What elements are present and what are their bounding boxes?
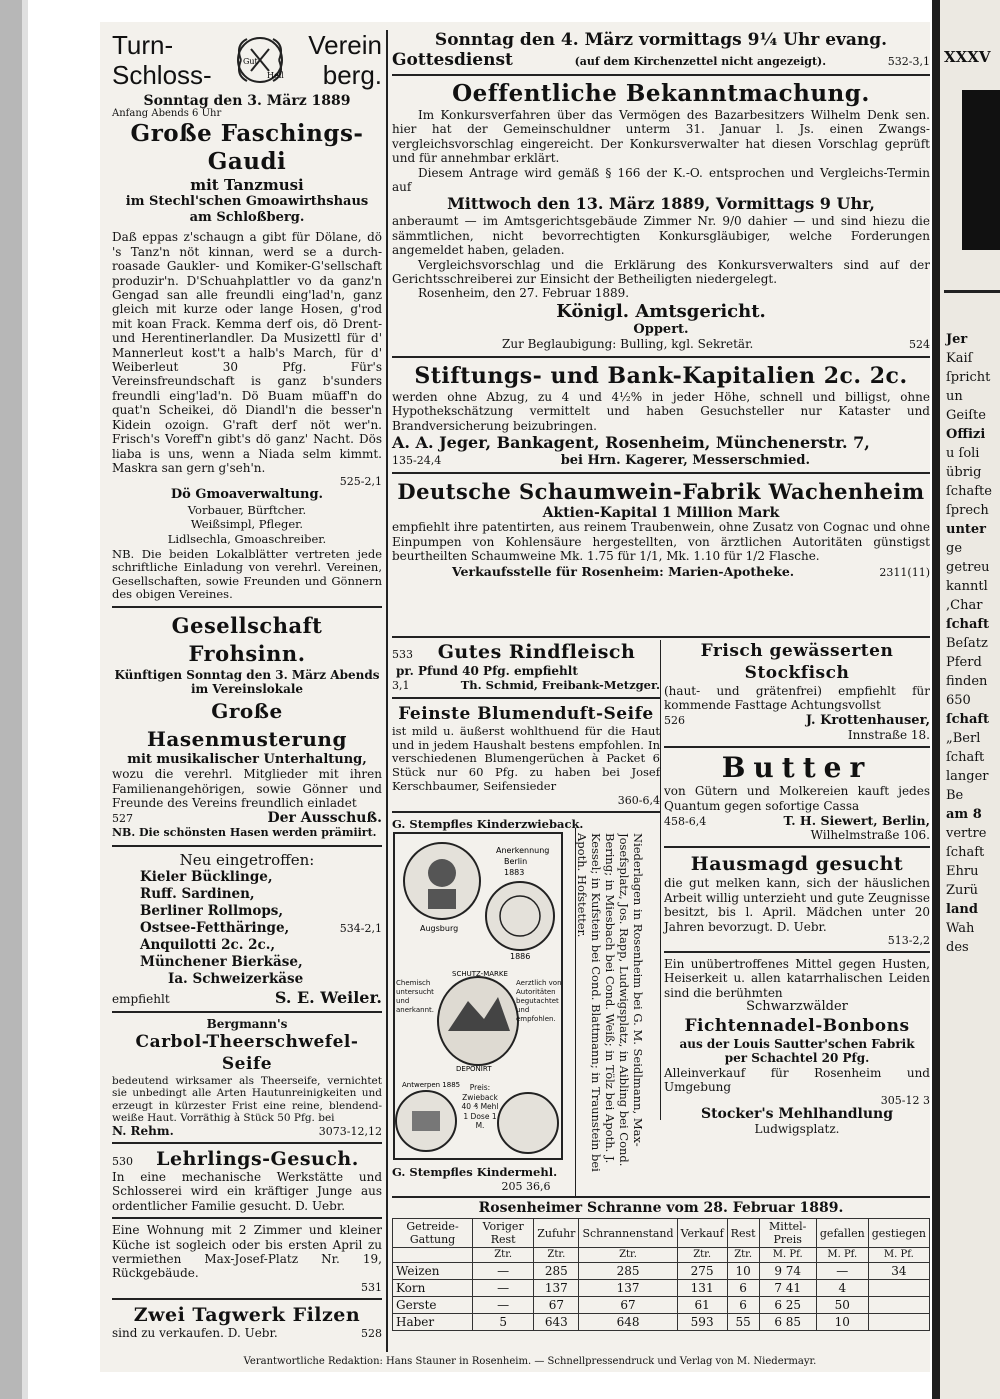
filzen-body: sind zu verkaufen. D. Uebr. [112, 1325, 278, 1340]
schranne-cell: 10 [816, 1314, 868, 1331]
schranne-header: Voriger Rest [473, 1219, 534, 1248]
next-page-line: Kaiſ [946, 351, 973, 366]
schranne-unit-row [393, 1248, 930, 1263]
frohsinn-title: Gesellschaft Frohsinn. [171, 612, 323, 666]
carbol-code: 3073-12,12 [318, 1125, 382, 1138]
divider [112, 606, 382, 608]
schranne-cell: 593 [677, 1314, 727, 1331]
ad-lehrling [112, 1148, 382, 1213]
next-page-line: „Berl [946, 731, 981, 746]
weiler-item: Kieler Bücklinge, [140, 868, 273, 885]
ad-wohnung [112, 1223, 382, 1294]
zwieback-medal-graphic [392, 831, 564, 1161]
schranne-cell: 6 [727, 1297, 759, 1314]
carbol-row [112, 1124, 382, 1138]
schranne-header: Rest [727, 1219, 759, 1248]
turnverein-headline: Große Faschings-Gaudi [130, 120, 364, 176]
medal-text-preis-content: Preis: Zwieback 40 ₰ Mehl 1 Dose 1 M. [461, 1083, 499, 1131]
next-page-line: ſpricht [946, 370, 991, 385]
schranne-cell [759, 1280, 816, 1297]
schranne-cell [759, 1314, 816, 1331]
frohsinn-headline: Große Hasenmusterung [147, 698, 347, 751]
weiler-row [112, 920, 382, 937]
bonbons-body2: Alleinverkauf für Rosenheim und Umgebung [664, 1065, 930, 1094]
ad-bonbons [664, 957, 930, 1136]
next-page-line: ge [946, 541, 963, 556]
schranne-cell: 67 [534, 1297, 579, 1314]
schranne-title: Rosenheimer Schranne vom 28. Februar 1889. [478, 1200, 844, 1216]
next-page-rule [944, 290, 1000, 293]
bonbons-seller: Stocker's Mehlhandlung [700, 1106, 894, 1123]
rindfleisch-title: Gutes Rindfleisch [437, 641, 636, 663]
zwieback-code: 205 36,6 [501, 1179, 551, 1193]
divider [664, 846, 930, 848]
schranne-header: Schrannenstand [579, 1219, 677, 1248]
left-column [112, 30, 382, 1340]
price-mark: 9 [774, 1264, 782, 1278]
next-page-line: Beſatz [946, 636, 988, 651]
bekanntmachung-body1: Im Konkursverfahren über das Vermögen des Bazarbesitzers Wilhelm Denk sen. hier hat der Gemeinschuldner unterm 31. Januar l. Js. einen Zwangs-vergleichsvorschlag eingereicht. Der Konkursverwalter hat diesen Vorschlag geprüft und für annehmbar erklärt. [392, 108, 930, 166]
schranne-cell: 55 [727, 1314, 759, 1331]
butter-title: Butter [721, 751, 873, 785]
divider [112, 1011, 382, 1013]
scan-left-margin-edge [22, 0, 28, 1399]
gottesdienst-row [392, 50, 930, 70]
seife-body: ist mild u. äußerst wohlthuend für die Haut und in jedem Haushalt bestens empfohlen. In verschiedenen Blumengerüchen à Packet 6 Stück nur 60 Pfg. zu haben bei Josef Kerschbaumer, Seifensieder [392, 723, 660, 793]
frohsinn-body: wozu die verehrl. Mitglieder mit ihren Familienangehörigen, sowie Gönner und Freunde des Vereins freundlich einladet [112, 767, 382, 810]
zwieback-vertical: Niederlagen in Rosenheim bei G. M. Seidlmann, Max-Josefsplatz, Jos. Rapp, Ludwigsplatz, in Aibling bei Cond. Bering; in Miesbach bei Cond. Weiß; in Tölz bei Apoth. J. Kessel; in Kufstein bei Cond. Blattmann; in Traunstein bei Apoth. Hofstetter. [575, 833, 645, 1172]
medal-text-aerztlich [516, 979, 562, 1079]
bekanntmachung-court: Königl. Amtsgericht. [556, 300, 766, 322]
butter-addr: Wilhelmstraße 106. [810, 828, 930, 843]
weiler-item: Anquilotti 2c. 2c., [140, 936, 276, 953]
carbol-top: Bergmann's [206, 1016, 288, 1031]
gottesdienst-line1: Sonntag den 4. März vormittags 9¼ Uhr evang. [434, 30, 888, 50]
frohsinn-sub: mit musikalischer Unterhaltung, [127, 751, 367, 767]
frohsinn-line1: Künftigen Sonntag den 3. März Abends [114, 667, 380, 682]
next-page-line: ſchaft [946, 617, 989, 632]
next-page-sliver [940, 0, 1000, 1399]
turnverein-header [112, 30, 382, 90]
bekanntmachung-cert-row [392, 337, 930, 351]
next-page-line: land [946, 902, 978, 917]
ad-weiler [112, 851, 382, 1007]
schranne-cell [868, 1280, 929, 1297]
lehrling-header [112, 1148, 382, 1170]
schranne-cell: 131 [677, 1280, 727, 1297]
next-page-line: ſchafte [946, 484, 992, 499]
seife-code: 360-6,4 [617, 793, 660, 807]
bonbons-code: 305-12 3 [880, 1094, 930, 1108]
hausmagd-title: Hausmagd gesucht [690, 853, 904, 876]
next-page-line: 650 [946, 693, 971, 708]
bonbons-place: Ludwigsplatz. [754, 1121, 840, 1136]
table-row [393, 1314, 930, 1331]
medal-text-preis [458, 1083, 502, 1157]
next-page-masthead-letter [962, 90, 1000, 250]
weiler-item: Ia. Schweizerkäse [168, 970, 304, 987]
schaumwein-row [392, 564, 930, 579]
turnverein-word1: Turn- [112, 30, 174, 60]
medal-text-aerztlich-content: Aerztlich von Autoritäten begutachtet und empfohlen. [516, 979, 562, 1024]
stiftung-title: Stiftungs- und Bank-Kapitalien 2c. 2c. [414, 362, 908, 389]
stockfisch-body: (haut- und grätenfrei) empfiehlt für kommende Fasttage Achtungsvollst [664, 684, 930, 713]
ad-carbol [112, 1017, 382, 1138]
next-page-line: ſchaft [946, 712, 989, 727]
ad-seife [392, 703, 660, 807]
schranne-cell [759, 1263, 816, 1280]
column-divider-inner [660, 640, 661, 1120]
next-page-line: getreu [946, 560, 990, 575]
next-page-line: unter [946, 522, 987, 537]
bekanntmachung-body2: Diesem Antrage wird gemäß § 166 der K.-O. entsprochen und Vergleichs-Termin auf [392, 165, 930, 195]
ad-stiftung [392, 362, 930, 468]
medal-text-1886: 1886 [510, 952, 531, 962]
next-page-line: Ehru [946, 864, 979, 879]
medal-text-chemisch-content: Chemisch untersucht und anerkannt. [396, 979, 434, 1015]
turnverein-name-1: Vorbauer, Bürftcher. [187, 502, 307, 517]
divider [112, 1142, 382, 1144]
carbol-seller: N. Rehm. [112, 1124, 174, 1138]
carbol-body: bedeutend wirksamer als Theerseife, vernichtet sie unbedingt alle Arten Hautunreinigkeiten und erzeugt in kürzester Frist eine reine, blendend-weiße Haut. Vorräthig à Stück 50 Pfg. bei [112, 1075, 382, 1124]
schranne-cell: 285 [534, 1263, 579, 1280]
price-mark: 6 [774, 1298, 782, 1312]
next-page-line: vertre [946, 826, 987, 841]
table-row [393, 1263, 930, 1280]
bekanntmachung-title: Oeffentliche Bekanntmachung. [452, 80, 870, 107]
bekanntmachung-date: Mittwoch den 13. März 1889, Vormittags 9 Uhr, [447, 194, 875, 214]
next-page-line: Geiſte [946, 408, 986, 423]
wohnung-code: 531 [361, 1280, 382, 1294]
weiler-item: Berliner Rollmops, [140, 902, 284, 919]
ad-frohsinn [112, 612, 382, 841]
next-page-line: Jer [946, 332, 968, 347]
column-divider [386, 30, 388, 1352]
schranne-cell: 34 [868, 1263, 929, 1280]
schranne-unit: Ztr. [727, 1248, 759, 1263]
schranne-header: Zufuhr [534, 1219, 579, 1248]
next-page-line: am 8 [946, 807, 982, 822]
stockfisch-row [664, 713, 930, 728]
schranne-cell: 50 [816, 1297, 868, 1314]
stockfisch-name: J. Krottenhauser, [805, 712, 930, 728]
divider [664, 951, 930, 953]
schranne-unit: M. Pf. [868, 1248, 929, 1263]
stockfisch-title: Frisch gewässerten Stockfisch [700, 641, 894, 683]
schranne-cell: Haber [393, 1314, 473, 1331]
schaumwein-outlet: Verkaufsstelle für Rosenheim: Marien-Apotheke. [452, 563, 795, 579]
turnverein-code: 525-2,1 [339, 475, 382, 489]
schranne-header-row [393, 1219, 930, 1248]
page-fold [932, 0, 940, 1399]
weiler-sign-row [112, 988, 382, 1007]
stiftung-name: A. A. Jeger, Bankagent, Rosenheim, Münchenerstr. 7, [392, 432, 870, 452]
schranne-cell: 137 [579, 1280, 677, 1297]
emblem-text-gut: Gut [242, 57, 258, 66]
medal-text-1883: 1883 [504, 868, 525, 878]
gottesdienst-code: 532-3,1 [887, 55, 930, 68]
schranne-header: gefallen [816, 1219, 868, 1248]
schranne-header: Mittel-Preis [759, 1219, 816, 1248]
butter-name: T. H. Siewert, Berlin, [783, 813, 930, 829]
weiler-name: S. E. Weiler. [274, 987, 382, 1007]
table-row [393, 1297, 930, 1314]
zwieback-title: G. Stempfles Kinderzwieback. [392, 816, 584, 831]
divider [392, 74, 930, 76]
schranne-cell: 648 [579, 1314, 677, 1331]
gottesdienst-note: (auf dem Kirchenzettel nicht angezeigt). [574, 55, 827, 68]
lehrling-body: In eine mechanische Werkstätte und Schlosserei wird ein kräftiger Junge aus ordentlicher Familie gesucht. D. Uebr. [112, 1170, 382, 1213]
weiler-item: Ruff. Sardinen, [140, 885, 255, 902]
turnverein-sub3: am Schloßberg. [189, 210, 305, 226]
filzen-title: Zwei Tagwerk Filzen [133, 1303, 361, 1326]
schranne-header: gestiegen [868, 1219, 929, 1248]
next-page-line: u ſoli [946, 446, 980, 461]
turnverein-body: Daß eppas z'schaugn a gibt für Dölane, dö 's Tanz'n nöt kinnan, werd se a durch-roasade Gaukler- und Komiker-G'sellschaft produzir'n. D'Schuahplattler vo da ganz'n Gengad san alle freundli eing'lad'n, ganz gleich mit kurze oder lange Hosen, g'rod mit koan Frack. Kemma derf ois, dö Drent-und Herentinerlandler. Da Musizettl für d' Mannerleut kost't a halb's March, für d' Weiberleut 30 Pfg. Für's Vereinsfreundschaft is ganz b'sunders freundli eing'lad'n. Dö Buam müaff'n do quat'n Scheikei, dö Diandl'n die besser'n Kidein ozoign. G'raft derf nöt wer'n. Frisch's Voreff'n gibt's dö ganz' Nacht. Dös liaba is uns, wenn a Niada selm kimmt. Maskra san gern g'seh'n. [112, 230, 382, 475]
butter-code: 458-6,4 [664, 815, 707, 829]
weiler-code: 534-2,1 [339, 921, 382, 935]
next-page-line: langer [946, 769, 989, 784]
schaumwein-body: empfiehlt ihre patentirten, aus reinem Traubenwein, ohne Zusatz von Cognac und ohne Einpumpen von Kohlensäure hergestellten, von ärztlichen Autoritäten günstigst beurtheilten Schaumweine Mk. 1.75 für 1/1, Mk. 1.10 für 1/2 Flasche. [392, 520, 930, 564]
filzen-code: 528 [361, 1326, 382, 1340]
zwieback-vertical-text [575, 833, 657, 1193]
price-pf: 25 [785, 1298, 802, 1312]
turnverein-signed: Dö Gmoaverwaltung. [170, 487, 324, 503]
schaumwein-title: Deutsche Schaumwein-Fabrik Wachenheim [397, 478, 925, 504]
schaumwein-capital: Aktien-Kapital 1 Million Mark [542, 504, 780, 521]
schranne-cell: 643 [534, 1314, 579, 1331]
next-page-line: Zurü [946, 883, 978, 898]
schranne-unit: Ztr. [473, 1248, 534, 1263]
right-column-right [664, 640, 930, 1136]
schranne-cell: Korn [393, 1280, 473, 1297]
schranne-cell: 67 [579, 1297, 677, 1314]
schranne-block [392, 1196, 930, 1331]
schranne-cell: 137 [534, 1280, 579, 1297]
ad-filzen [112, 1304, 382, 1340]
divider [392, 636, 930, 638]
frohsinn-nb: NB. Die schönsten Hasen werden prämiirt. [112, 826, 377, 840]
wohnung-body: Eine Wohnung mit 2 Zimmer und kleiner Küche ist sogleich oder bis ersten April zu vermiethen Max-Josef-Platz Nr. 19, Rückgebäude. [112, 1223, 382, 1281]
ad-bekanntmachung [392, 80, 930, 352]
stockfisch-addr: Innstraße 18. [847, 727, 930, 742]
turnverein-name-2: Weißsimpl, Pfleger. [190, 517, 304, 532]
turner-emblem-icon [229, 31, 291, 89]
bonbons-title: Fichtennadel-Bonbons [684, 1015, 910, 1036]
weiler-item: Münchener Bierkäse, [140, 953, 303, 970]
divider [392, 811, 660, 813]
stiftung-body: werden ohne Abzug, zu 4 und 4½% in jeder Höhe, schnell und billigst, ohne Hypothekschätzung vermittelt und haben Gesuchsteller nur Kataster und Brandversicherung beizubringen. [392, 389, 930, 433]
frohsinn-code: 527 [112, 812, 133, 826]
schranne-cell: 6 [727, 1280, 759, 1297]
ad-butter [664, 752, 930, 842]
schranne-cell: 61 [677, 1297, 727, 1314]
schranne-table [392, 1218, 930, 1331]
schranne-unit: M. Pf. [816, 1248, 868, 1263]
divider [112, 1217, 382, 1219]
schranne-cell: Weizen [393, 1263, 473, 1280]
turnverein-sub2: im Stechl'schen Gmoawirthshaus [125, 194, 369, 210]
lehrling-num: 530 [112, 1155, 133, 1168]
schranne-cell: — [473, 1263, 534, 1280]
medal-text-antwerpen: Antwerpen 1885 [402, 1081, 461, 1090]
next-page-line: ,Char [946, 598, 983, 613]
bonbons-line: aus der Louis Sautter'schen Fabrik [679, 1036, 915, 1051]
schranne-unit: M. Pf. [759, 1248, 816, 1263]
stiftung-row [392, 453, 930, 468]
right-column [392, 30, 930, 579]
turnverein-date: Sonntag den 3. März 1889 [143, 93, 351, 109]
medal-text-chemisch [396, 979, 440, 1069]
schranne-cell: — [473, 1297, 534, 1314]
butter-body: von Gütern und Molkereien kauft jedes Quantum gegen sofortige Cassa [664, 784, 930, 813]
ad-rindfleisch [392, 640, 660, 693]
stockfisch-num: 526 [664, 713, 685, 727]
turnverein-name-3: Lidlsechla, Gmoaschreiber. [167, 531, 327, 546]
schranne-cell: 285 [579, 1263, 677, 1280]
scan-left-margin [0, 0, 22, 1399]
bekanntmachung-judge: Oppert. [633, 321, 689, 337]
rindfleisch-line: pr. Pfund 40 Pfg. empfiehlt [396, 664, 578, 678]
turnverein-word2: Verein [308, 30, 382, 60]
filzen-row [112, 1326, 382, 1340]
medal-text-anerkennung: Anerkennung [496, 846, 550, 856]
schranne-cell [868, 1314, 929, 1331]
hausmagd-body: die gut melken kann, sich der häuslichen Arbeit willig unterzieht und gute Zeugnisse besitzt, bis l. April. Mädchen unter 20 Jahren bevorzugt. D. Uebr. [664, 876, 930, 934]
rindfleisch-row [392, 678, 660, 692]
bonbons-sub: Schwarzwälder [746, 999, 848, 1015]
divider [392, 472, 930, 474]
rindfleisch-num: 533 [392, 648, 413, 661]
turnverein-nb: NB. Die beiden Lokalblätter vertreten jede schriftliche Einladung von verehrl. Vereinen, Gesellschaften, sowie Freunden und Gönnern des obigen Vereines. [112, 546, 382, 602]
hausmagd-code: 513-2,2 [887, 934, 930, 948]
next-page-lines [946, 330, 1000, 957]
price-pf: 74 [785, 1264, 802, 1278]
next-page-line: des [946, 940, 969, 955]
weiler-item: Ostsee-Fetthäringe, [140, 919, 290, 936]
next-page-line: übrig [946, 465, 982, 480]
next-page-line: Pferd [946, 655, 982, 670]
schranne-cell [868, 1297, 929, 1314]
ad-gottesdienst [392, 30, 930, 70]
next-page-line: ſchaft [946, 750, 985, 765]
ad-stockfisch [664, 640, 930, 742]
bekanntmachung-cert: Zur Beglaubigung: Bulling, kgl. Sekretär. [502, 337, 754, 352]
bekanntmachung-body4: Vergleichsvorschlag und die Erklärung des Konkursverwalters sind auf der Gerichtsschreiberei zur Einsicht der Betheiligten niedergelegt. [392, 257, 930, 287]
schranne-cell: 4 [816, 1280, 868, 1297]
divider [392, 697, 660, 699]
frohsinn-signed: Der Ausschuß. [267, 810, 382, 827]
schranne-header: Getreide-Gattung [393, 1219, 473, 1248]
next-page-line: ſprech [946, 503, 989, 518]
divider [112, 1298, 382, 1300]
turnverein-start: Anfang Abends 6 Uhr [112, 108, 222, 120]
price-mark: 6 [774, 1315, 782, 1329]
next-page-header: XXXV [944, 48, 991, 66]
gottesdienst-line2: Gottesdienst [392, 50, 513, 70]
frohsinn-sign-row [112, 810, 382, 826]
schranne-cell: 275 [677, 1263, 727, 1280]
schaumwein-code: 2311(11) [879, 565, 930, 579]
price-pf: 41 [785, 1281, 802, 1295]
ad-turnverein [112, 30, 382, 602]
price-mark: 7 [774, 1281, 782, 1295]
next-page-line: un [946, 389, 963, 404]
schranne-cell: — [473, 1280, 534, 1297]
stiftung-at: bei Hrn. Kagerer, Messerschmied. [560, 452, 810, 468]
next-page-line: kanntl [946, 579, 988, 594]
turnverein-words-left [112, 30, 212, 90]
schranne-cell [759, 1297, 816, 1314]
ad-schaumwein [392, 478, 930, 579]
next-page-line: Offizi [946, 427, 986, 442]
page-footer: Verantwortliche Redaktion: Hans Stauner in Rosenheim. — Schnellpressendruck und Verlag von M. Niedermayr. [243, 1356, 817, 1367]
butter-row [664, 813, 930, 828]
ad-hausmagd [664, 852, 930, 947]
bekanntmachung-code: 524 [909, 338, 930, 352]
seife-title: Feinste Blumenduft-Seife [398, 703, 654, 724]
bonbons-price: per Schachtel 20 Pfg. [724, 1051, 870, 1066]
medal-text-deponirt: DEPONIRT [456, 1065, 492, 1074]
weiler-recommends: empfiehlt [112, 991, 170, 1006]
medal-text-schutzmarke: SCHUTZ-MARKE [452, 970, 508, 979]
schranne-unit [393, 1248, 473, 1263]
turnverein-sub1: mit Tanzmusi [190, 176, 304, 195]
bekanntmachung-place: Rosenheim, den 27. Februar 1889. [418, 286, 630, 301]
schranne-cell: — [816, 1263, 868, 1280]
turnverein-word3: Schloss- [112, 60, 212, 90]
rindfleisch-code: 3,1 [392, 679, 410, 693]
carbol-title: Carbol-Theerschwefel-Seife [135, 1032, 359, 1075]
schranne-unit: Ztr. [677, 1248, 727, 1263]
emblem-text-heil: Heil [266, 71, 284, 80]
rindfleisch-header [392, 640, 660, 664]
medal-text-berlin: Berlin [504, 857, 528, 867]
next-page-line: Wah [946, 921, 975, 936]
next-page-line: ſchaft [946, 845, 985, 860]
next-page-line: Be [946, 788, 964, 803]
rindfleisch-name: Th. Schmid, Freibank-Metzger. [460, 678, 660, 693]
divider [392, 356, 930, 358]
bonbons-body1: Ein unübertroffenes Mittel gegen Husten, Heiserkeit u. allen katarrhalischen Leiden sind die berühmten [664, 957, 930, 1000]
stiftung-code: 135-24,4 [392, 453, 442, 467]
weiler-title: Neu eingetroffen: [179, 850, 315, 869]
divider [392, 1196, 930, 1198]
bekanntmachung-body3: anberaumt — im Amtsgerichtsgebäude Zimmer Nr. 9/0 dahier — und sind hiezu die sämmtlichen, nicht bevorrechtigten Konkursgläubiger, welche Forderungen angemeldet haben, geladen. [392, 214, 930, 258]
turnverein-words-right [308, 30, 382, 90]
turnverein-word4: berg. [322, 60, 382, 90]
price-pf: 85 [785, 1315, 802, 1329]
schranne-cell: 10 [727, 1263, 759, 1280]
schranne-cell: Gerste [393, 1297, 473, 1314]
frohsinn-line2: im Vereinslokale [190, 682, 304, 697]
zwieback-bottom: G. Stempfles Kindermehl. [392, 1165, 558, 1180]
next-page-line: finden [946, 674, 988, 689]
table-row [393, 1280, 930, 1297]
schranne-unit: Ztr. [579, 1248, 677, 1263]
lehrling-title: Lehrlings-Gesuch. [156, 1148, 359, 1170]
divider [112, 845, 382, 847]
divider [664, 746, 930, 748]
schranne-unit: Ztr. [534, 1248, 579, 1263]
schranne-cell: 5 [473, 1314, 534, 1331]
schranne-header: Verkauf [677, 1219, 727, 1248]
medal-text-augsburg: Augsburg [420, 924, 459, 934]
